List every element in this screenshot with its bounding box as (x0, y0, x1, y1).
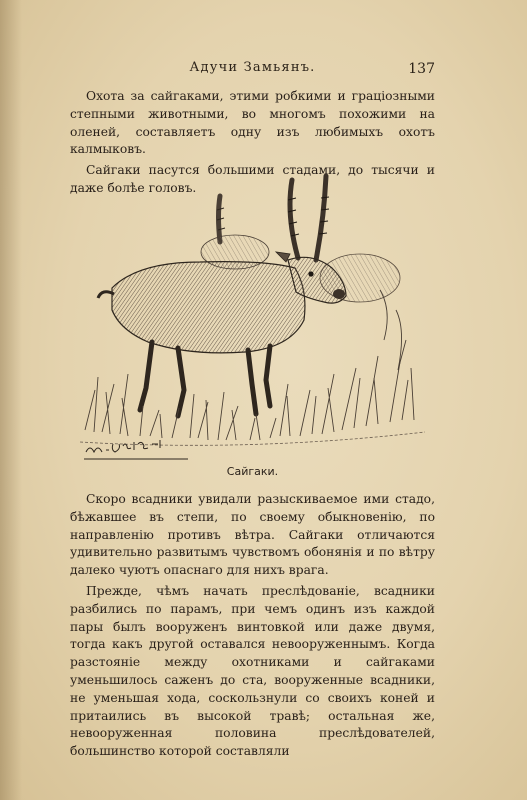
paragraph: Скоро всадники увидали разыскиваемое ими стадо, бѣжавшее въ степи, по своему обыкновенію, по направленію противъ вѣтра. Сайгаки отличаются удивительно развитымъ чувствомъ обонянія и по вѣтру далеко чуютъ опаснаго для нихъ врага. (70, 492, 435, 578)
running-head: Адучи Замьянъ. (189, 60, 316, 75)
paragraph: Прежде, чѣмъ начать преслѣдованіе, всадники разбились по парамъ, при чемъ одинъ изъ каждой пары былъ вооруженъ винтовкой или даже двумя, тогда какъ другой оставался невооруженнымъ. Когда разстояніе между охотниками и сайгаками уменьшилось саженъ до ста, вооруженные всадники, не уменьшая хода, соскользнули со своихъ коней и притаились въ высокой травѣ; остальная же, невооруженная половина преслѣдователей, большинство которой составляли (70, 583, 435, 759)
paragraph: Охота за сайгаками, этими робкими и граціозными степными животными, во многомъ похожими на оленей, составляетъ одну изъ любимыхъ охотъ калмыковъ. (70, 89, 435, 157)
text-block-bottom (70, 491, 435, 764)
page-number: 137 (408, 61, 435, 77)
figure-caption: Сайгаки. (226, 465, 279, 478)
spine-shadow (0, 0, 22, 800)
paragraph: Сайгаки пасутся большими стадами, до тысячи и даже болѣе головъ. (70, 163, 435, 195)
saiga-illustration (80, 170, 425, 465)
front-saiga (98, 176, 346, 416)
page-header (70, 60, 435, 82)
artist-signature (84, 440, 188, 459)
